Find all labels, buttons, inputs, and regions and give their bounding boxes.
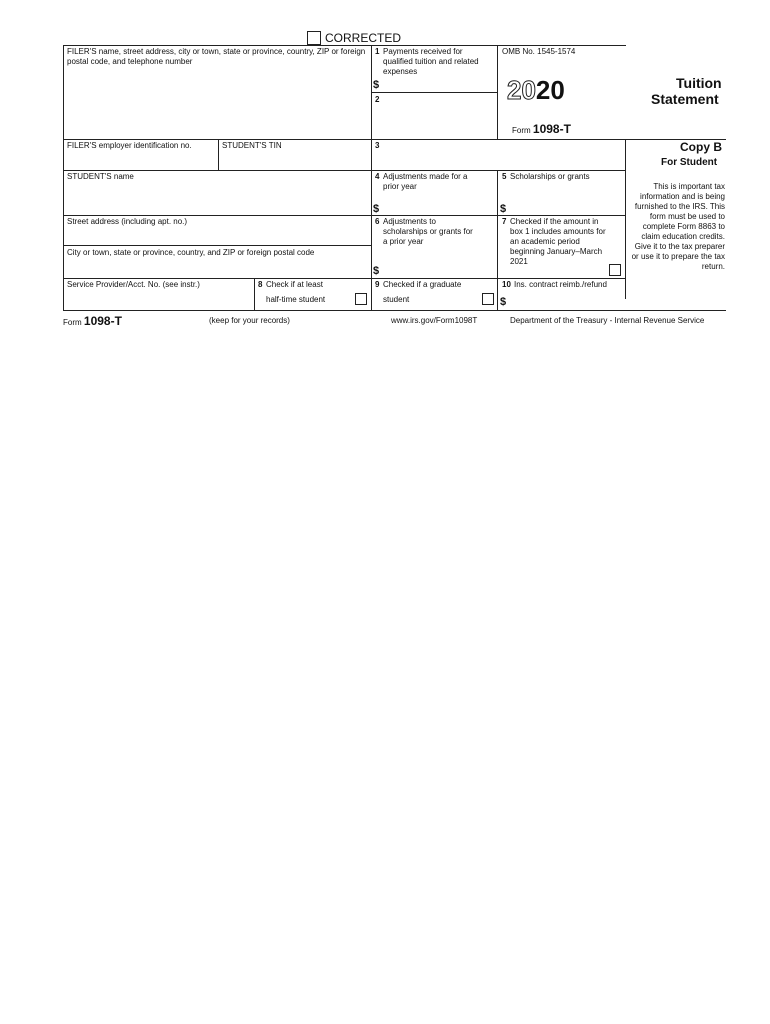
footer-form-id: Form 1098-T [63,314,122,328]
box4-dollar-sign: $ [373,203,380,215]
box10-dollar-sign: $ [500,296,507,308]
filer-ein-label: FILER'S employer identification no. [67,141,192,150]
box9-label-line2: student [383,295,410,304]
city-label: City or town, state or province, country, and ZIP or foreign postal code [67,248,315,257]
title-line2: Statement [651,91,719,107]
box9-checkbox[interactable] [482,293,494,305]
box8-checkbox[interactable] [355,293,367,305]
box6-dollar-sign: $ [373,265,380,277]
footer-url: www.irs.gov/Form1098T [391,316,478,325]
copy-b-label: Copy B [680,140,722,154]
notice-text: This is important tax information and is being furnished to the IRS. This form must be used to complete Form 8863 to claim education credits. Give it to the tax preparer or use it to prepare the tax return. [631,182,725,271]
box5-dollar-sign: $ [500,203,507,215]
service-provider-label: Service Provider/Acct. No. (see instr.) [67,280,200,289]
omb-number: OMB No. 1545-1574 [502,47,576,56]
title-line1: Tuition [676,75,722,91]
footer-keep-text: (keep for your records) [209,316,290,325]
box4-amount-field[interactable] [383,202,495,215]
tax-year-outline: 20 [507,75,536,105]
box5-amount-field[interactable] [510,202,623,215]
filer-ein-field[interactable] [64,152,217,169]
student-tin-field[interactable] [219,152,370,169]
box8-label-line1: Check if at least [266,280,323,289]
corrected-label: CORRECTED [325,31,402,45]
box8-number: 8 [258,280,263,289]
box6-number: 6 [375,217,380,226]
filer-info-field[interactable] [64,70,370,138]
box3-number: 3 [375,141,380,150]
box9-number: 9 [375,280,380,289]
box9-label-line1: Checked if a graduate [383,280,462,289]
box5-number: 5 [502,172,507,181]
box1-number: 1 [375,47,380,56]
street-address-label: Street address (including apt. no.) [67,217,188,226]
student-tin-label: STUDENT'S TIN [222,141,282,150]
box5-label: Scholarships or grants [510,172,590,181]
box7-checkbox[interactable] [609,264,621,276]
box6-amount-field[interactable] [383,264,495,277]
box6-label: Adjustments to scholarships or grants for a prior year [383,217,473,246]
box10-amount-field[interactable] [510,295,623,309]
box1-label: Payments received for qualified tuition and related expenses [383,47,479,76]
box2-field[interactable] [372,104,496,138]
street-address-field[interactable] [64,228,370,244]
box2-number: 2 [375,95,380,104]
student-name-field[interactable] [64,183,370,214]
box4-number: 4 [375,172,380,181]
student-name-label: STUDENT'S name [67,172,134,181]
box4-label: Adjustments made for a prior year [383,172,468,191]
box8-label-line2: half-time student [266,295,326,304]
box7-number: 7 [502,217,507,226]
footer-department: Department of the Treasury - Internal Revenue Service [510,316,705,325]
box10-number: 10 [502,280,511,289]
tax-year [507,76,565,104]
box7-label: Checked if the amount in box 1 includes amounts for an academic period beginning January–March 2021 [510,217,606,266]
box1-dollar-sign: $ [373,79,380,91]
box1-amount-field[interactable] [383,78,495,92]
box3-field[interactable] [372,150,624,169]
form-id-top: Form 1098-T [512,122,571,136]
corrected-checkbox[interactable] [307,31,321,45]
city-field[interactable] [64,259,370,277]
box10-label: Ins. contract reimb./refund [514,280,607,289]
service-provider-field[interactable] [64,291,253,309]
tax-year-bold: 20 [535,75,565,105]
for-student-label: For Student [661,157,718,168]
filer-info-label: FILER'S name, street address, city or town, state or province, country, ZIP or foreign postal code, and telephone number [67,47,366,66]
